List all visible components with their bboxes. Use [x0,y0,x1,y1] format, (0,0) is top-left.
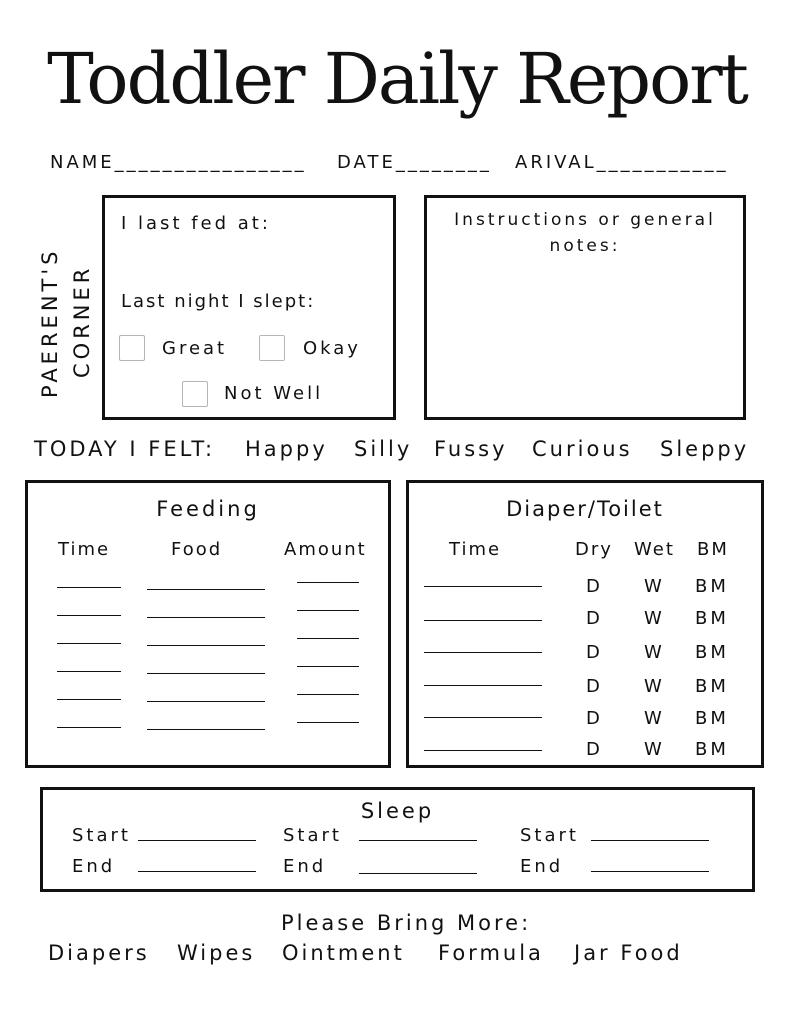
dry-option[interactable]: D [586,576,603,597]
wet-option[interactable]: W [644,608,665,629]
diaper-time-line[interactable] [424,685,542,686]
last-fed-label: I last fed at: [121,213,271,234]
sleep-start-line[interactable] [138,840,256,841]
great-label: Great [162,338,228,359]
feeding-amount-line[interactable] [297,722,359,723]
diaper-col-bm: BM [697,539,729,560]
sleep-end-label: End [520,856,564,877]
sleep-end-label: End [283,856,327,877]
feeding-food-line[interactable] [147,729,265,730]
diaper-col-wet: Wet [634,539,675,560]
bring-wipes[interactable]: Wipes [177,941,256,965]
feeding-col-amount: Amount [284,539,367,560]
bm-option[interactable]: BM [695,608,729,629]
name-field[interactable]: NAME________________ [50,152,307,173]
bring-jar-food[interactable]: Jar Food [574,941,683,965]
diaper-col-dry: Dry [575,539,613,560]
bm-option[interactable]: BM [695,676,729,697]
diaper-time-line[interactable] [424,750,542,751]
dry-option[interactable]: D [586,739,603,760]
wet-option[interactable]: W [644,642,665,663]
diaper-time-line[interactable] [424,586,542,587]
mood-curious[interactable]: Curious [532,437,633,461]
arrival-field[interactable]: ARIVAL___________ [515,152,729,173]
bm-option[interactable]: BM [695,576,729,597]
feeding-amount-line[interactable] [297,610,359,611]
feeding-amount-line[interactable] [297,666,359,667]
mood-fussy[interactable]: Fussy [434,437,508,461]
sleep-start-label: Start [520,825,579,846]
notes-label: Instructions or general [454,210,716,230]
feeding-box [25,480,391,768]
feeding-time-line[interactable] [57,587,121,588]
wet-option[interactable]: W [644,576,665,597]
date-field[interactable]: DATE________ [337,152,492,173]
dry-option[interactable]: D [586,642,603,663]
feeding-amount-line[interactable] [297,694,359,695]
sleep-end-label: End [72,856,116,877]
last-night-label: Last night I slept: [121,291,316,312]
today-felt-label: TODAY I FELT: [34,437,216,461]
notes-label-2: notes: [549,236,621,256]
sleep-start-label: Start [283,825,342,846]
dry-option[interactable]: D [586,608,603,629]
wet-option[interactable]: W [644,708,665,729]
bring-formula[interactable]: Formula [438,941,544,965]
dry-option[interactable]: D [586,708,603,729]
diaper-title: Diaper/Toilet [506,497,664,521]
bring-diapers[interactable]: Diapers [48,941,150,965]
feeding-title: Feeding [156,497,260,521]
great-checkbox[interactable] [119,335,145,361]
sleep-end-line[interactable] [591,871,709,872]
feeding-time-line[interactable] [57,699,121,700]
mood-silly[interactable]: Silly [354,437,413,461]
wet-option[interactable]: W [644,739,665,760]
feeding-food-line[interactable] [147,589,265,590]
parents-corner-label-2: CORNER [70,264,94,378]
feeding-amount-line[interactable] [297,582,359,583]
bm-option[interactable]: BM [695,739,729,760]
feeding-amount-line[interactable] [297,638,359,639]
wet-option[interactable]: W [644,676,665,697]
feeding-col-time: Time [58,539,111,560]
not-well-label: Not Well [224,383,324,404]
mood-sleppy[interactable]: Sleppy [660,437,750,461]
sleep-start-label: Start [72,825,131,846]
feeding-food-line[interactable] [147,645,265,646]
feeding-time-line[interactable] [57,671,121,672]
feeding-time-line[interactable] [57,643,121,644]
feeding-time-line[interactable] [57,727,121,728]
feeding-col-food: Food [171,539,223,560]
feeding-food-line[interactable] [147,617,265,618]
diaper-time-line[interactable] [424,620,542,621]
diaper-time-line[interactable] [424,652,542,653]
diaper-col-time: Time [449,539,502,560]
dry-option[interactable]: D [586,676,603,697]
bring-ointment[interactable]: Ointment [282,941,405,965]
not-well-checkbox[interactable] [182,381,208,407]
feeding-food-line[interactable] [147,701,265,702]
bring-more-label: Please Bring More: [281,911,532,935]
sleep-end-line[interactable] [138,871,256,872]
bm-option[interactable]: BM [695,642,729,663]
mood-happy[interactable]: Happy [245,437,328,461]
diaper-time-line[interactable] [424,717,542,718]
page-title: Toddler Daily Report [47,38,747,120]
okay-label: Okay [303,338,361,359]
sleep-start-line[interactable] [359,840,477,841]
feeding-time-line[interactable] [57,615,121,616]
bm-option[interactable]: BM [695,708,729,729]
feeding-food-line[interactable] [147,673,265,674]
okay-checkbox[interactable] [259,335,285,361]
sleep-end-line[interactable] [359,873,477,874]
sleep-start-line[interactable] [591,840,709,841]
sleep-title: Sleep [360,799,435,823]
parents-corner-label: PAERENT'S [38,247,62,398]
